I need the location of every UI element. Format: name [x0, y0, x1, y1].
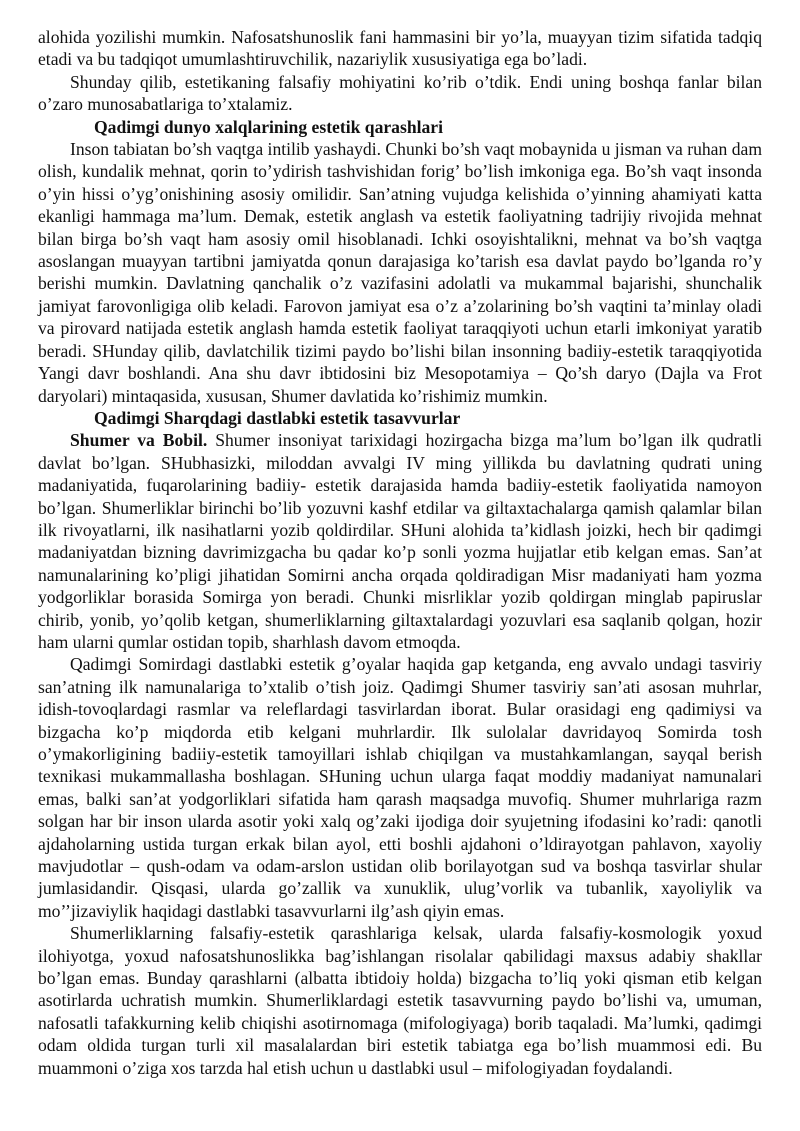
paragraph-text: Shumer insoniyat tarixidagi hozirgacha bizga ma’lum bo’lgan ilk qudratli davlat bo’lgan. SHubhasizki, miloddan avvalgi IV ming yillikda bu davlatning qudrati uning madaniyatida, fuqarolarining badiiy- estetik darajasida hamda badiiy-estetik faoliyatida namoyon bo’lgan. Shumerliklar birinchi bo’lib yozuvni kashf etdilar va giltaxtachalarga qamish qalamlar bilan ilk rivoyatlarni, ilk nasihatlarni yozib qoldirdilar. SHuni alohida ta’kidlash joizki, hech bir qadimgi madaniyatdan bizning davrimizgacha bu qadar ko’p sonli yozma hujjatlar etib kelgan emas. San’at namunalarining ko’pligi jihatidan Somirni ancha orqada qoldiradigan Misr madaniyati ham yozma yodgorliklar borasida Somirga yon beradi. Chunki misrliklar yozib qoldirgan minglab papiruslar chirib, yonib, yo’qolib ketgan, shumerliklarning giltaxtalardagi yozuvlari esa saqlanib qolgan, hozir ham ularni qumlar ostidan topib, sharhlash davom etmoqda. — [38, 430, 762, 652]
paragraph: Qadimgi Somirdagi dastlabki estetik g’oyalar haqida gap ketganda, eng avvalo undagi tasviriy san’atning ilk namunalariga to’xtalib o’tish joiz. Qadimgi Shumer tasviriy san’ati asosan muhrlar, idish-tovoqlardagi rasmlar va releflardagi tasvirlardan iborat. Bular orasidagi eng qadimiysi va bizgacha ko’p miqdorda etib kelgani muhrlardir. Ilk sulolalar davridayoq Somirda tosh o’ymakorligining badiiy-estetik tamoyillari ishlab chiqilgan va mustahkamlangan, sayqal berish texnikasi mukammallasha boshlagan. SHuning uchun ularga faqat moddiy madaniyat namunalari emas, balki san’at yodgorliklari sifatida ham qarash maqsadga muvofiq. Shumer muhrlariga razm solgan har bir inson ularda asotir yoki xalq og’zaki ijodiga doir syujetning ifodasini ko’radi: qanotli ajdaholarning ustida turgan erkak bilan ayol, etti boshli ajdahoni o’ldirayotgan pahlavon, xayoliy mavjudotlar – qush-odam va odam-arslon ustidan olib borilayotgan sud va boshqa tasvirlar shular jumlasidandir. Qisqasi, ularda go’zallik va xunuklik, ulug’vorlik va tubanlik, xayoliylik va mo’’jizaviylik haqidagi dastlabki tasavvurlarni ilg’ash qiyin emas. — [38, 654, 762, 921]
section-heading: Qadimgi Sharqdagi dastlabki estetik tasavvurlar — [94, 407, 461, 428]
section-heading: Qadimgi dunyo xalqlarining estetik qarashlari — [94, 116, 443, 137]
run-in-heading: Shumer va Bobil. — [70, 430, 208, 451]
paragraph — [38, 429, 762, 653]
paragraph: alohida yozilishi mumkin. Nafosatshunoslik fani hammasini bir yo’la, muayyan tizim sifatida tadqiq etadi va bu tadqiqot umumlashtiruvchilik, nazariylik xususiyatiga ega bo’ladi. — [38, 27, 762, 70]
paragraph: Inson tabiatan bo’sh vaqtga intilib yashaydi. Chunki bo’sh vaqt mobaynida u jisman va ruhan dam olish, kundalik mehnat, qorin to’ydirish tashvishidan forig’ bo’lish imkoniga ega. Bo’sh vaqt insonda o’yin hissi o’yg’onishining asosiy omilidir. San’atning vujudga kelishida o’yinning ahamiyati katta ekanligi hammaga ma’lum. Demak, estetik anglash va estetik faoliyatning tadrijiy rivojida mehnat bilan birga bo’sh vaqt ham asosiy omil hisoblanadi. Ichki osoyishtalikni, mehnat va bo’sh vaqtga asoslangan muayyan tartibni jamiyatda qonun darajasiga ko’tarish esa davlat paydo bo’lganda ro’y berishi mumkin. Davlatning qanchalik o’z vazifasini adolatli va mukammal bajarishi, shunchalik jamiyat farovonligiga olib keladi. Farovon jamiyat esa o’z a’zolarining bo’sh vaqtini ta’minlay oladi va pirovard natijada estetik anglash hamda estetik faoliyat taraqqiyoti uchun etarli imkoniyat yaratib beradi. SHunday qilib, davlatchilik tizimi paydo bo’lishi bilan insonning badiiy-estetik taraqqiyotida Yangi davr boshlandi. Ana shu davr ibtidosini biz Mesopotamiya – Qo’sh daryo (Dajla va Frot daryolari) mintaqasida, xususan, Shumer davlatida ko’rishimiz mumkin. — [38, 139, 762, 406]
paragraph: Shumerliklarning falsafiy-estetik qarashlariga kelsak, ularda falsafiy-kosmologik yoxud ilohiyotga, yoxud nafosatshunoslikka bag’ishlangan risolalar qabilidagi maxsus adabiy shakllar bo’lgan emas. Bunday qarashlarni (albatta ibtidoiy holda) bizgacha to’liq yoki qisman etib kelgan asotirlarda uchratish mumkin. Shumerliklardagi estetik tasavvurning paydo bo’lishi va, umuman, nafosatli tafakkurning kelib chiqishi asotirnomaga (mifologiyaga) borib taqaladi. Ma’lumki, qadimgi odam oldida turgan turli xil masalalardan biri estetik tabiatga ega bo’lish muammosi edi. Bu muammoni o’ziga xos tarzda hal etish uchun u dastlabki usul – mifologiyadan foydalandi. — [38, 923, 762, 1078]
paragraph: Shunday qilib, estetikaning falsafiy mohiyatini ko’rib o’tdik. Endi uning boshqa fanlar bilan o’zaro munosabatlariga to’xtalamiz. — [38, 71, 762, 115]
